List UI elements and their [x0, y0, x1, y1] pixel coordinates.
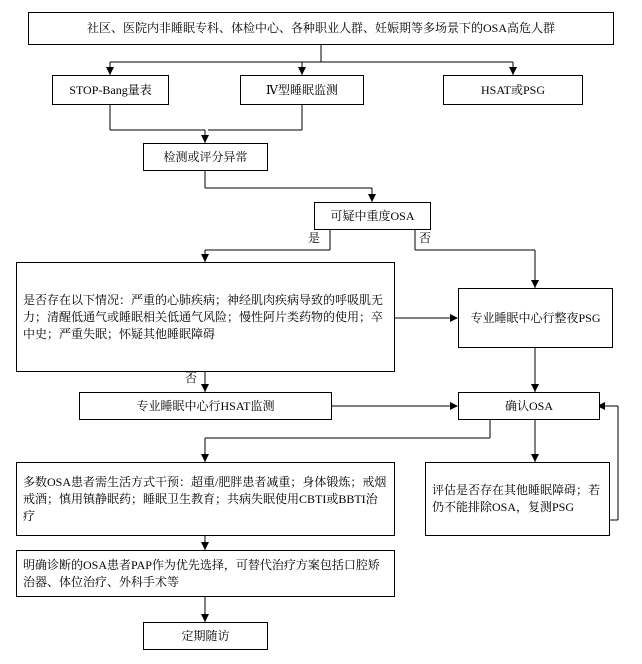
- node-assess-other-sleep-disorders: 评估是否存在其他睡眠障碍；若仍不能排除OSA，复测PSG: [425, 462, 610, 536]
- node-hsat-sleep-center: 专业睡眠中心行HSAT监测: [79, 392, 332, 420]
- node-regular-followup: 定期随访: [143, 622, 268, 650]
- node-high-risk-population: 社区、医院内非睡眠专科、体检中心、各种职业人群、妊娠期等多场景下的OSA高危人群: [28, 12, 614, 45]
- node-confirm-osa: 确认OSA: [458, 392, 600, 420]
- node-type4-sleep-monitoring: Ⅳ型睡眠监测: [240, 75, 364, 105]
- node-pap-first-line-treatment: 明确诊断的OSA患者PAP作为优先选择，可替代治疗方案包括口腔矫治器、体位治疗、外科手术等: [16, 550, 395, 597]
- edge-label-no-right: 否: [419, 231, 432, 245]
- node-hsat-or-psg: HSAT或PSG: [443, 75, 583, 105]
- node-stop-bang-scale: STOP-Bang量表: [52, 75, 169, 105]
- node-suspected-moderate-severe-osa: 可疑中重度OSA: [314, 202, 431, 230]
- node-abnormal-test-or-score: 检测或评分异常: [143, 143, 268, 171]
- node-overnight-psg-sleep-center: 专业睡眠中心行整夜PSG: [458, 288, 613, 348]
- node-comorbid-conditions-check: 是否存在以下情况：严重的心肺疾病；神经肌肉疾病导致的呼吸肌无力；清醒低通气或睡眠相关低通气风险；慢性阿片类药物的使用；卒中史；严重失眠；怀疑其他睡眠障碍: [16, 262, 395, 372]
- edge-label-yes: 是: [308, 231, 321, 245]
- edge-label-no-down: 否: [185, 371, 198, 385]
- node-lifestyle-intervention: 多数OSA患者需生活方式干预：超重/肥胖患者减重；身体锻炼；戒烟戒酒；慎用镇静眠药；睡眠卫生教育；共病失眠使用CBTI或BBTI治疗: [16, 462, 395, 536]
